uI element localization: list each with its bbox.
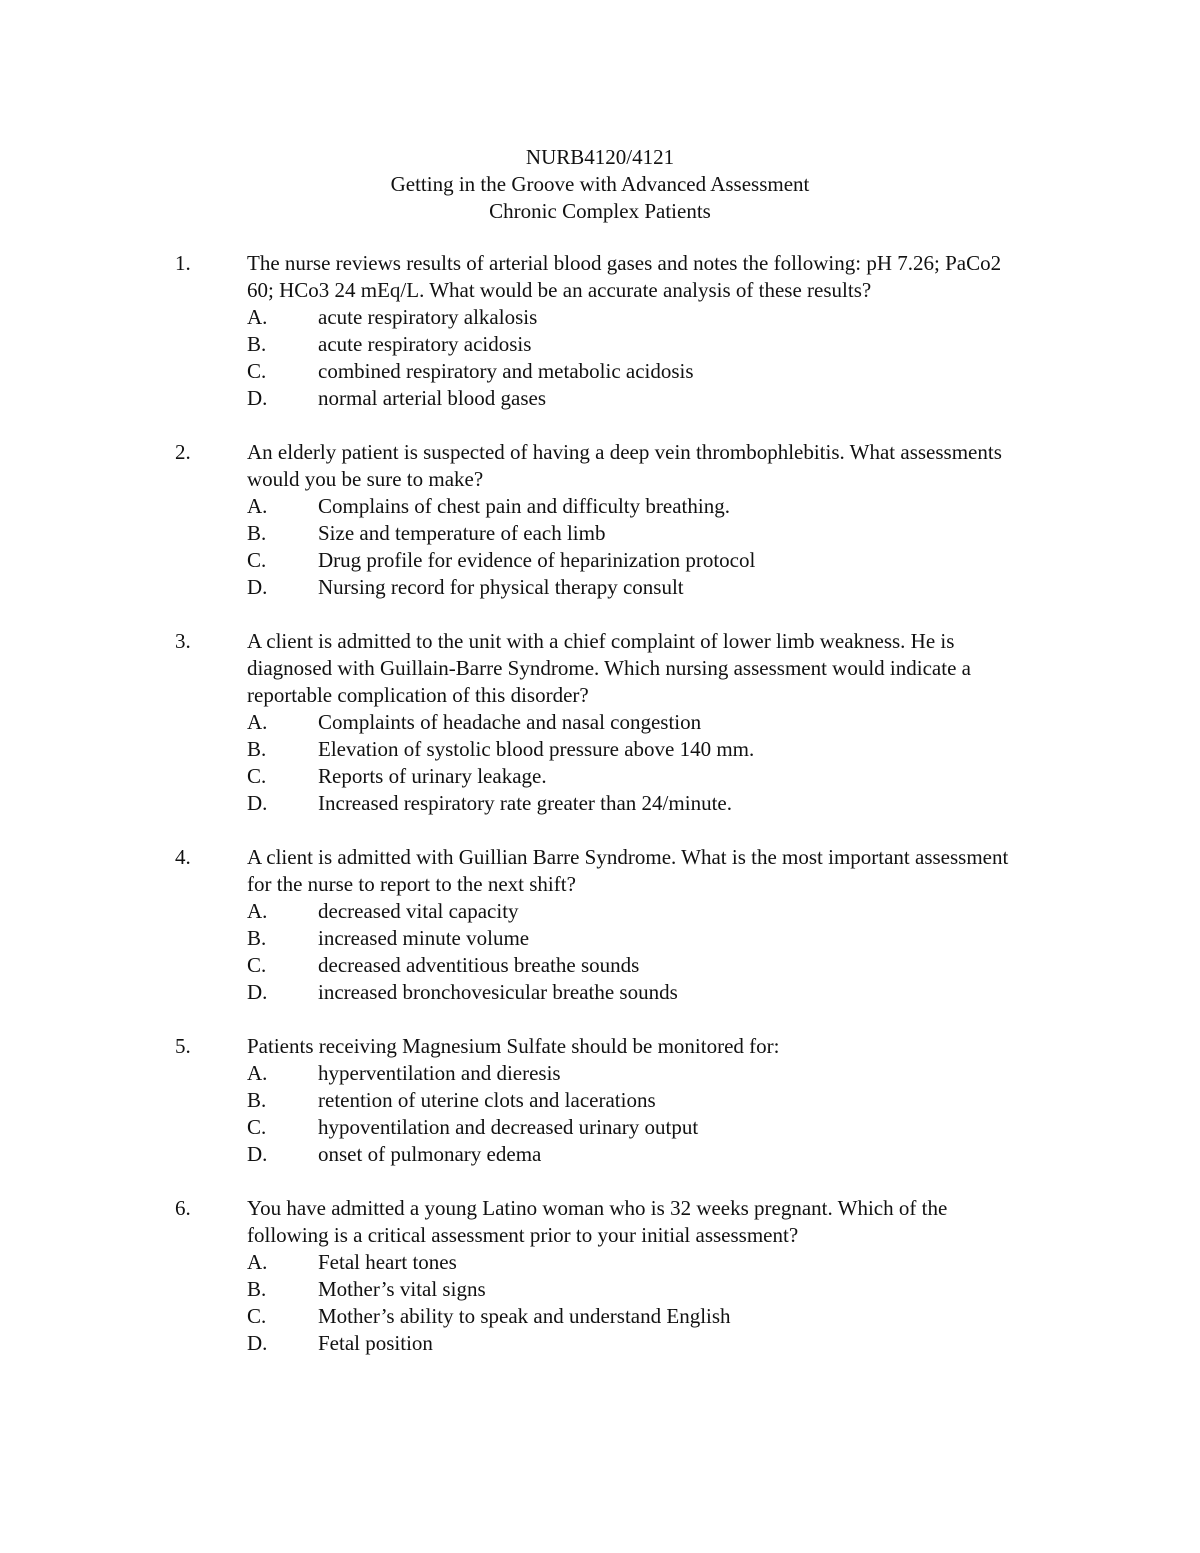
answer-option bbox=[0, 898, 1200, 925]
option-text: Increased respiratory rate greater than 24/minute. bbox=[318, 791, 732, 815]
question-item bbox=[0, 1195, 1200, 1357]
option-text: Drug profile for evidence of heparinization protocol bbox=[318, 548, 756, 572]
answer-option bbox=[0, 1060, 1200, 1087]
answer-option bbox=[0, 1276, 1200, 1303]
answer-option bbox=[0, 331, 1200, 358]
answer-option bbox=[0, 547, 1200, 574]
answer-option bbox=[0, 763, 1200, 790]
answer-option bbox=[0, 493, 1200, 520]
option-letter: A. bbox=[247, 494, 268, 518]
option-text: Elevation of systolic blood pressure above 140 mm. bbox=[318, 737, 755, 761]
option-letter: A. bbox=[247, 899, 268, 923]
question-text: An elderly patient is suspected of having a deep vein thrombophlebitis. What assessments would you be sure to make? bbox=[247, 440, 1002, 491]
option-letter: D. bbox=[247, 1331, 268, 1355]
option-text: decreased vital capacity bbox=[318, 899, 519, 923]
question-number: 3. bbox=[175, 629, 191, 653]
question-item bbox=[0, 628, 1200, 817]
question-item bbox=[0, 844, 1200, 1006]
option-text: Fetal heart tones bbox=[318, 1250, 457, 1274]
answer-option bbox=[0, 520, 1200, 547]
question-text: The nurse reviews results of arterial blood gases and notes the following: pH 7.26; PaCo2 60; HCo3 24 mEq/L. What would be an accurate analysis of these results? bbox=[247, 251, 1002, 302]
question-text: A client is admitted to the unit with a chief complaint of lower limb weakness. He is diagnosed with Guillain-Barre Syndrome. Which nursing assessment would indicate a reportable complication of this disorder? bbox=[247, 629, 971, 707]
document-title: Getting in the Groove with Advanced Assessment bbox=[390, 172, 810, 196]
question-number: 6. bbox=[175, 1196, 191, 1220]
option-text: Nursing record for physical therapy consult bbox=[318, 575, 684, 599]
option-text: Mother’s ability to speak and understand English bbox=[318, 1304, 731, 1328]
answer-option bbox=[0, 1114, 1200, 1141]
answer-option bbox=[0, 385, 1200, 412]
option-letter: D. bbox=[247, 1142, 268, 1166]
option-letter: C. bbox=[247, 548, 267, 572]
answer-option bbox=[0, 304, 1200, 331]
option-letter: B. bbox=[247, 926, 267, 950]
option-text: hypoventilation and decreased urinary output bbox=[318, 1115, 699, 1139]
option-letter: A. bbox=[247, 1250, 268, 1274]
option-text: normal arterial blood gases bbox=[318, 386, 547, 410]
option-letter: A. bbox=[247, 305, 268, 329]
option-text: onset of pulmonary edema bbox=[318, 1142, 542, 1166]
option-letter: C. bbox=[247, 764, 267, 788]
option-letter: A. bbox=[247, 1061, 268, 1085]
option-text: retention of uterine clots and lacerations bbox=[318, 1088, 656, 1112]
option-text: Mother’s vital signs bbox=[318, 1277, 486, 1301]
option-letter: C. bbox=[247, 953, 267, 977]
question-number: 1. bbox=[175, 251, 191, 275]
answer-option bbox=[0, 358, 1200, 385]
answer-option bbox=[0, 1330, 1200, 1357]
option-letter: C. bbox=[247, 1115, 267, 1139]
answer-option bbox=[0, 709, 1200, 736]
question-list bbox=[0, 250, 1200, 1384]
option-letter: C. bbox=[247, 359, 267, 383]
answer-option bbox=[0, 574, 1200, 601]
option-text: Complaints of headache and nasal congestion bbox=[318, 710, 702, 734]
question-number: 5. bbox=[175, 1034, 191, 1058]
option-text: combined respiratory and metabolic acidosis bbox=[318, 359, 694, 383]
option-letter: A. bbox=[247, 710, 268, 734]
option-text: decreased adventitious breathe sounds bbox=[318, 953, 640, 977]
option-letter: C. bbox=[247, 1304, 267, 1328]
option-letter: B. bbox=[247, 521, 267, 545]
option-letter: B. bbox=[247, 737, 267, 761]
answer-option bbox=[0, 736, 1200, 763]
course-code: NURB4120/4121 bbox=[525, 145, 675, 169]
option-letter: D. bbox=[247, 791, 268, 815]
option-text: Complains of chest pain and difficulty breathing. bbox=[318, 494, 730, 518]
answer-option bbox=[0, 925, 1200, 952]
question-number: 2. bbox=[175, 440, 191, 464]
document-subtitle: Chronic Complex Patients bbox=[489, 199, 711, 223]
question-number: 4. bbox=[175, 845, 191, 869]
option-text: hyperventilation and dieresis bbox=[318, 1061, 561, 1085]
answer-option bbox=[0, 1303, 1200, 1330]
question-item bbox=[0, 439, 1200, 601]
option-text: acute respiratory alkalosis bbox=[318, 305, 538, 329]
question-text: Patients receiving Magnesium Sulfate should be monitored for: bbox=[247, 1034, 780, 1058]
option-text: Fetal position bbox=[318, 1331, 433, 1355]
question-item bbox=[0, 250, 1200, 412]
answer-option bbox=[0, 979, 1200, 1006]
question-text: You have admitted a young Latino woman who is 32 weeks pregnant. Which of the following is a critical assessment prior to your initial assessment? bbox=[247, 1196, 948, 1247]
option-letter: B. bbox=[247, 1277, 267, 1301]
option-text: increased bronchovesicular breathe sounds bbox=[318, 980, 678, 1004]
option-letter: D. bbox=[247, 575, 268, 599]
option-letter: D. bbox=[247, 386, 268, 410]
answer-option bbox=[0, 952, 1200, 979]
option-letter: B. bbox=[247, 332, 267, 356]
question-text: A client is admitted with Guillian Barre Syndrome. What is the most important assessment for the nurse to report to the next shift? bbox=[247, 845, 1009, 896]
document-header bbox=[0, 144, 1200, 225]
answer-option bbox=[0, 1141, 1200, 1168]
question-item bbox=[0, 1033, 1200, 1168]
option-letter: D. bbox=[247, 980, 268, 1004]
answer-option bbox=[0, 1249, 1200, 1276]
answer-option bbox=[0, 790, 1200, 817]
option-text: Reports of urinary leakage. bbox=[318, 764, 547, 788]
option-text: acute respiratory acidosis bbox=[318, 332, 532, 356]
answer-option bbox=[0, 1087, 1200, 1114]
option-text: increased minute volume bbox=[318, 926, 530, 950]
option-text: Size and temperature of each limb bbox=[318, 521, 606, 545]
option-letter: B. bbox=[247, 1088, 267, 1112]
